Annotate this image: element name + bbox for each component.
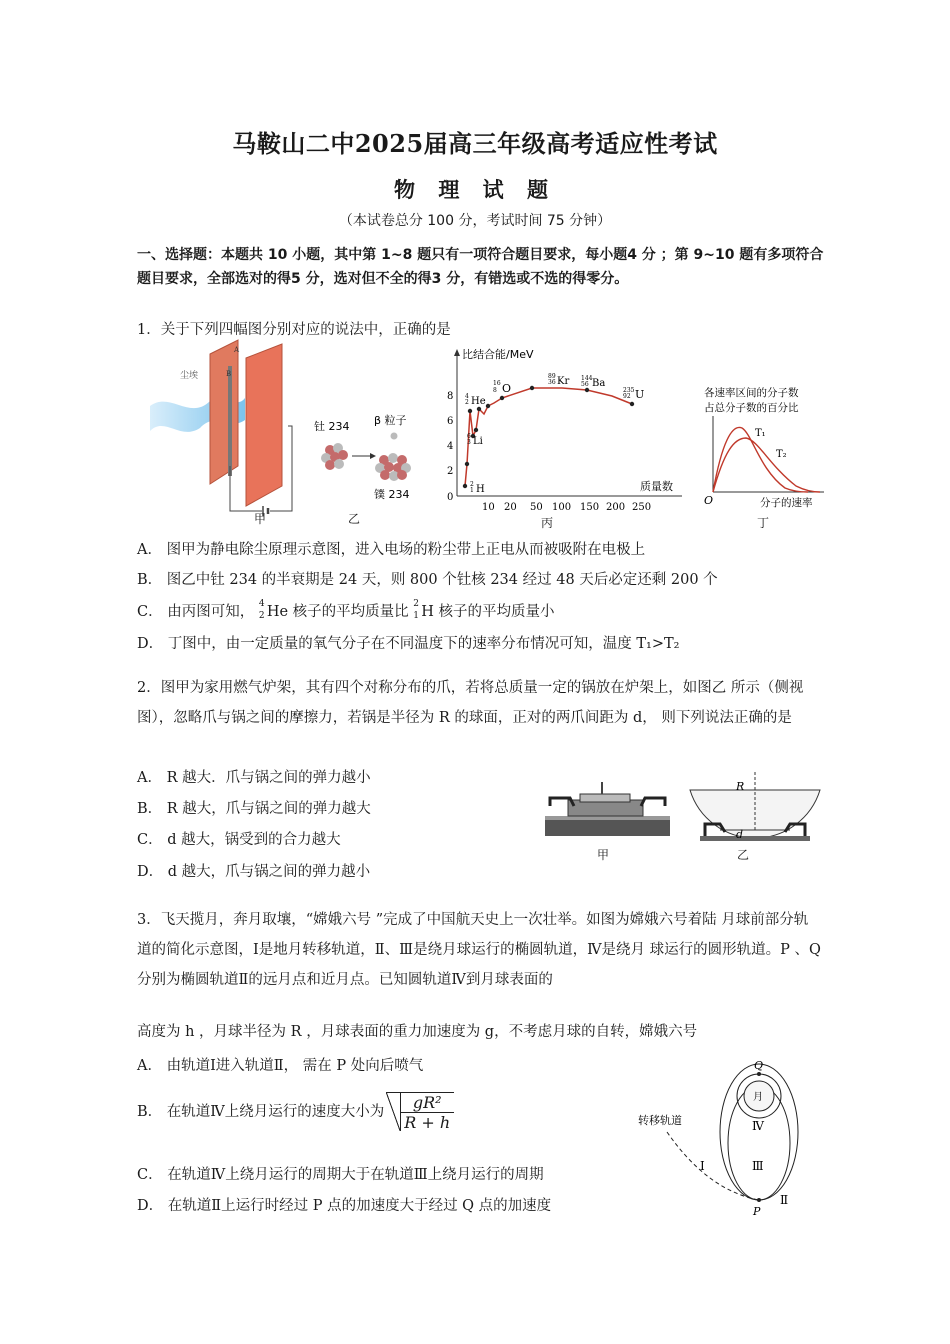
q1-option-a: A． 图甲为静电除尘原理示意图，进入电场的粉尘带上正电从而被吸附在电极上	[137, 542, 646, 558]
bing-o-mass: 16	[493, 380, 501, 387]
bing-o-z: 8	[493, 387, 497, 394]
q2-option-c: C． d 越大，锅受到的合力越大	[137, 832, 341, 848]
q2-figure	[540, 770, 825, 865]
orbit-3-label: Ⅲ	[752, 1159, 764, 1173]
bing-ytick: 2	[447, 466, 454, 477]
dust-label: 尘埃	[180, 371, 199, 381]
q3-b-numerator: gR²	[400, 1093, 454, 1113]
bing-li-mass: 6	[467, 433, 471, 440]
q1-option-c-mid: 核子的平均质量比	[292, 604, 409, 620]
subject-title: 物 理 试 题	[394, 177, 556, 202]
sqrt-sign	[386, 1092, 454, 1132]
q3-option-a: A． 由轨道Ⅰ进入轨道Ⅱ， 需在 P 处向后喷气	[137, 1058, 424, 1074]
q2-r-label: R	[736, 780, 745, 793]
bing-y-arrow	[454, 349, 460, 356]
q3-stem-2: 高度为 h ，月球半径为 R ，月球表面的重力加速度为 g，不考虑月球的自转，嫦娥六号	[137, 1024, 698, 1040]
q3-option-c: C． 在轨道Ⅳ上绕月运行的周期大于在轨道Ⅲ上绕月运行的周期	[137, 1167, 544, 1183]
exam-title: 马鞍山二中2025届高三年级高考适应性考试	[232, 129, 718, 158]
bing-xtick: 10	[482, 502, 495, 513]
bing-ytick: 6	[447, 416, 454, 427]
bing-xtick: 250	[632, 502, 652, 513]
moon-label: 月	[753, 1092, 763, 1103]
p-label: P	[753, 1205, 761, 1218]
bing-o-label: O	[502, 382, 512, 395]
q2-caption-jia: 甲	[597, 848, 610, 862]
he-symbol: He	[266, 604, 289, 620]
bing-ylabel: 比结合能/MeV	[462, 348, 534, 361]
ding-ylabel-1: 各速率区间的分子数	[704, 387, 799, 399]
h-isotope: 2 1	[413, 599, 419, 621]
bing-points	[463, 386, 634, 488]
bing-xlabel: 质量数	[640, 480, 673, 493]
ding-t2-label: T₂	[776, 449, 787, 460]
h-symbol: H	[421, 604, 434, 620]
bing-kr-z: 36	[548, 379, 556, 386]
transfer-orbit-label: 转移轨道	[638, 1114, 682, 1127]
bing-li-label: Li	[473, 436, 483, 447]
q1-option-c-pre: C． 由丙图可知，	[137, 604, 255, 620]
plate-b	[246, 344, 282, 506]
q3-orbit-figure	[632, 1058, 822, 1218]
bing-ba-mass: 144	[581, 375, 593, 382]
orbit-4-label: Ⅳ	[752, 1119, 764, 1133]
bing-u-label: U	[635, 388, 645, 401]
beta-particle-icon	[391, 433, 398, 440]
q2-caption-yi: 乙	[737, 848, 750, 862]
point-p	[757, 1198, 761, 1202]
q1-figure-yi	[308, 410, 428, 505]
wire-electrode	[228, 366, 232, 476]
bing-u-z: 92	[623, 393, 631, 400]
ding-origin: O	[704, 494, 714, 507]
section-instructions: 一、选择题：本题共 10 小题，其中第 1~8 题只有一项符合题目要求，每小题4 分 ；第 9~10 题有多项符合题目要求，全部选对的得5 分，选对但不全的得3 分，有错选或不选的得零分。	[137, 247, 824, 287]
bing-he-z: 2	[465, 399, 469, 406]
thorium-label: 钍 234	[314, 420, 350, 433]
orbit-2-label: Ⅱ	[780, 1193, 789, 1207]
bing-li-z: 3	[467, 439, 471, 446]
plate-b-label: B	[226, 370, 232, 378]
bing-he-label: He	[471, 396, 486, 407]
q3-option-b-text: B． 在轨道Ⅳ上绕月运行的速度大小为	[137, 1104, 385, 1120]
beta-label: β 粒子	[374, 414, 407, 427]
q2-d-label: d	[736, 828, 744, 841]
point-q	[757, 1072, 761, 1076]
protactinium-nucleus-icon	[375, 453, 411, 481]
exam-note: （本试卷总分 100 分，考试时间 75 分钟）	[338, 213, 612, 229]
q1-option-b: B． 图乙中钍 234 的半衰期是 24 天，则 800 个钍核 234 经过 48 天后必定还剩 200 个	[137, 572, 718, 588]
caption-yi: 乙	[348, 512, 361, 526]
pot-side-view-icon	[690, 772, 820, 841]
bing-ytick: 8	[447, 391, 454, 402]
q2-stem: 2．图甲为家用燃气炉架，其有四个对称分布的爪，若将总质量一定的锅放在炉架上，如图乙 所示（侧视图），忽略爪与锅之间的摩擦力，若锅是半径为 R 的球面，正对的两爪间距为 d， 则下列说法正确的是	[137, 680, 804, 726]
q3-option-b	[137, 1092, 454, 1132]
q1-stem: 1．关于下列四幅图分别对应的说法中，正确的是	[137, 322, 451, 338]
thorium-nucleus-icon	[321, 443, 348, 470]
ding-t1-label: T₁	[755, 428, 766, 439]
bing-ytick: 0	[447, 492, 454, 503]
q1-option-d: D． 丁图中，由一定质量的氧气分子在不同温度下的速率分布情况可知，温度 T₁>T₂	[137, 636, 680, 652]
q1-option-c-post: 核子的平均质量小	[438, 604, 555, 620]
bing-he-mass: 4	[465, 393, 469, 400]
ding-curve-t2	[713, 438, 820, 492]
stove-icon	[545, 782, 670, 836]
plate-a	[210, 340, 238, 484]
bing-kr-mass: 89	[548, 373, 556, 380]
caption-jia: 甲	[254, 512, 267, 526]
orbit-1-label: Ⅰ	[700, 1159, 705, 1173]
bing-xtick: 200	[606, 502, 626, 513]
bing-kr-label: Kr	[557, 376, 570, 387]
caption-ding: 丁	[757, 516, 770, 530]
q3-b-denominator: R + h	[404, 1113, 451, 1132]
transfer-orbit	[667, 1132, 759, 1200]
bing-ba-z: 56	[581, 381, 589, 388]
plate-a-label: A	[234, 346, 240, 354]
q1-figure-ding	[700, 382, 828, 512]
bing-ba-label: Ba	[592, 378, 606, 389]
q1-figure-bing	[442, 346, 692, 516]
bing-xtick: 50	[530, 502, 543, 513]
ding-ylabel-2: 占总分子数的百分比	[704, 402, 799, 414]
ding-xlabel: 分子的速率	[760, 497, 813, 509]
bing-curve	[465, 388, 632, 486]
he-isotope: 4 2	[258, 599, 265, 621]
bing-h-mass: 2	[470, 481, 474, 488]
q3-option-d: D． 在轨道Ⅱ上运行时经过 P 点的加速度大于经过 Q 点的加速度	[137, 1198, 552, 1214]
decay-arrowhead	[370, 453, 376, 459]
caption-bing: 丙	[541, 516, 554, 530]
q2-option-a: A． R 越大．爪与锅之间的弹力越小	[137, 770, 371, 786]
q3-stem: 3．飞天揽月，奔月取壤，“嫦娥六号 ”完成了中国航天史上一次壮举。如图为嫦娥六号着陆 月球前部分轨道的简化示意图，Ⅰ是地月转移轨道，Ⅱ、Ⅲ是绕月球运行的椭圆轨道，Ⅳ是绕月 球运行的圆形轨道。P 、Q 分别为椭圆轨道Ⅱ的远月点和近月点。已知圆轨道Ⅳ到月球表面的	[137, 912, 821, 988]
q2-option-b: B． R 越大，爪与锅之间的弹力越大	[137, 801, 371, 817]
bing-h-z: 1	[470, 487, 474, 494]
q1-option-c	[137, 600, 555, 621]
q-label: Q	[754, 1059, 764, 1072]
bing-ytick: 4	[447, 441, 454, 452]
bing-xtick: 20	[504, 502, 517, 513]
bing-xtick: 150	[580, 502, 600, 513]
bing-h-label: H	[476, 484, 485, 495]
bing-u-mass: 235	[623, 387, 635, 394]
protactinium-label: 镤 234	[374, 488, 410, 501]
q2-option-d: D． d 越大，爪与锅之间的弹力越小	[137, 864, 371, 880]
bing-xtick: 100	[552, 502, 572, 513]
q1-figure-jia	[150, 336, 300, 526]
